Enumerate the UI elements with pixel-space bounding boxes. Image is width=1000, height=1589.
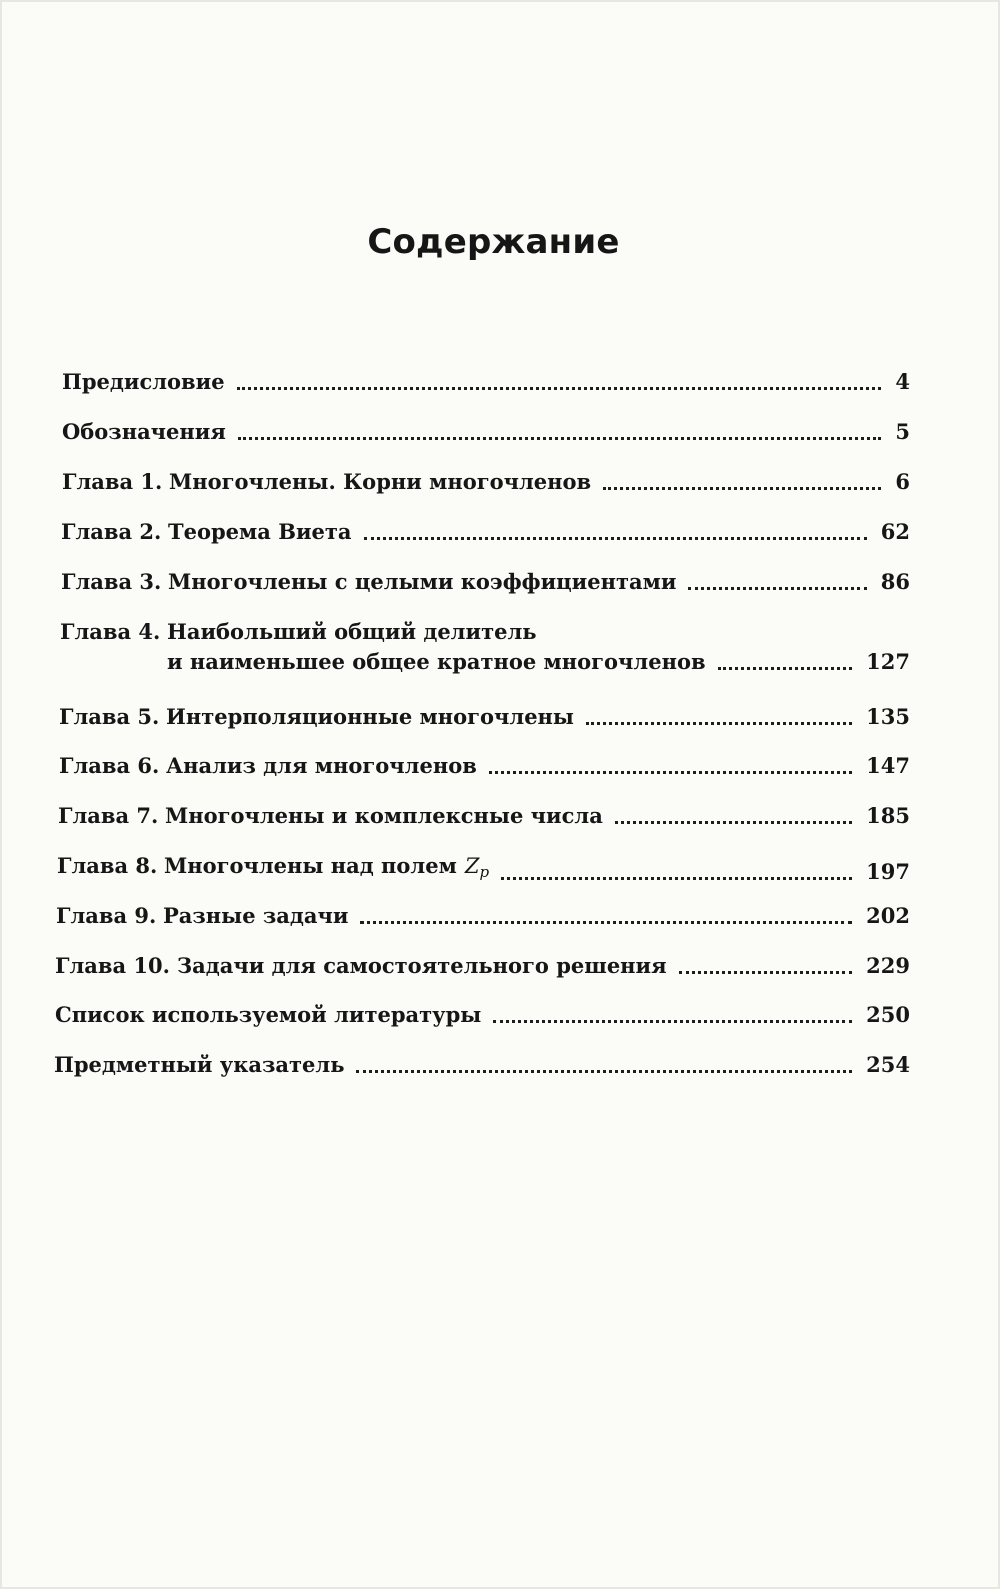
toc-entry-title: Предисловие <box>62 369 225 394</box>
dot-leader <box>615 821 852 824</box>
toc-chapter-number: Глава 10. <box>55 953 170 978</box>
dot-leader <box>586 722 852 725</box>
toc-chapter-number: Глава 8. <box>57 853 158 878</box>
toc-entry-page: 202 <box>866 903 910 928</box>
toc-entry-page: 6 <box>895 469 910 494</box>
toc-entry-label <box>58 801 603 831</box>
toc-entry-page: 5 <box>895 419 910 444</box>
toc-chapter-number: Глава 5. <box>59 704 160 729</box>
toc-entry-page: 127 <box>866 649 910 674</box>
toc-entry-chapter-9[interactable] <box>56 901 910 931</box>
dot-leader <box>603 487 881 490</box>
field-zp-symbol: $Z_p$ <box>464 854 490 881</box>
toc-entry-page: 135 <box>866 704 910 729</box>
dot-leader <box>364 537 867 540</box>
toc-entry-label <box>62 417 226 447</box>
toc-entry-label <box>55 951 667 981</box>
toc-chapter-number: Глава 3. <box>61 569 162 594</box>
dot-leader <box>238 437 881 440</box>
toc-entry-chapter-1[interactable] <box>62 467 910 497</box>
toc-entry-label <box>61 517 352 547</box>
toc-entry-label <box>59 751 477 781</box>
toc-entry-index[interactable] <box>54 1050 910 1080</box>
toc-entry-title: Многочлены и комплексные числа <box>165 803 603 828</box>
toc-entry-label <box>62 467 591 497</box>
toc-entry-title: Многочлены. Корни многочленов <box>169 469 592 494</box>
toc-entry-title: Анализ для многочленов <box>166 753 477 778</box>
toc-entry-chapter-4[interactable] <box>60 617 910 677</box>
toc-entry-chapter-2[interactable] <box>61 517 910 547</box>
toc-entry-title: Задачи для самостоятельного решения <box>177 953 667 978</box>
toc-entry-chapter-7[interactable] <box>58 801 910 831</box>
toc-entry-page: 147 <box>866 753 910 778</box>
toc-entry-title: Наибольший общий делитель и наименьшее общее кратное многочленов <box>167 619 706 674</box>
toc-entry-label <box>61 567 676 597</box>
toc-chapter-number: Глава 1. <box>62 469 163 494</box>
toc-chapter-number: Глава 4. <box>60 619 161 644</box>
toc-entry-page: 62 <box>880 519 910 544</box>
dot-leader <box>489 771 852 774</box>
toc-entry-chapter-8[interactable] <box>57 851 910 887</box>
toc-entry-label <box>59 702 574 732</box>
toc-entry-page: 185 <box>866 803 910 828</box>
dot-leader <box>493 1020 852 1023</box>
toc-entry-label <box>56 901 348 931</box>
toc-entry-label <box>60 617 706 677</box>
toc-entry-chapter-3[interactable] <box>61 567 910 597</box>
toc-entry-page: 4 <box>895 369 910 394</box>
dot-leader <box>718 667 853 670</box>
toc-chapter-number: Глава 7. <box>58 803 159 828</box>
toc-entry-chapter-10[interactable] <box>55 951 910 981</box>
toc-entry-title: Интерполяционные многочлены <box>166 704 574 729</box>
toc-entry-label <box>55 1000 481 1030</box>
toc-entry-title: Предметный указатель <box>54 1052 345 1077</box>
toc-entry-title: Обозначения <box>62 419 226 444</box>
dot-leader <box>237 387 882 390</box>
toc-chapter-number: Глава 6. <box>59 753 160 778</box>
dot-leader <box>688 587 866 590</box>
toc-entry-title: Теорема Виета <box>168 519 352 544</box>
toc-entry-chapter-6[interactable] <box>59 751 910 781</box>
toc-entry-notation[interactable] <box>62 417 910 447</box>
page-title: Содержание <box>367 222 620 262</box>
toc-chapter-number: Глава 2. <box>61 519 162 544</box>
toc-entry-title: Разные задачи <box>163 903 349 928</box>
toc-entry-title: Многочлены с целыми коэффициентами <box>168 569 677 594</box>
toc-entry-chapter-5[interactable] <box>59 702 910 732</box>
dot-leader <box>679 971 853 974</box>
toc-entry-title: Многочлены над полем $Z_p$ <box>164 853 490 881</box>
toc-entry-preface[interactable] <box>62 367 910 397</box>
toc-entry-bibliography[interactable] <box>55 1000 910 1030</box>
toc-entry-title: Список используемой литературы <box>55 1002 482 1027</box>
dot-leader <box>501 877 852 880</box>
toc-entry-page: 197 <box>866 859 910 884</box>
dot-leader <box>356 1070 852 1073</box>
toc-entry-page: 254 <box>866 1052 910 1077</box>
dot-leader <box>360 921 852 924</box>
toc-entry-page: 229 <box>866 953 910 978</box>
toc-entry-page: 86 <box>880 569 910 594</box>
toc-entry-label <box>57 851 489 887</box>
toc-chapter-number: Глава 9. <box>56 903 157 928</box>
toc-entry-label <box>54 1050 344 1080</box>
toc-entry-page: 250 <box>866 1002 910 1027</box>
toc-entry-label <box>62 367 225 397</box>
